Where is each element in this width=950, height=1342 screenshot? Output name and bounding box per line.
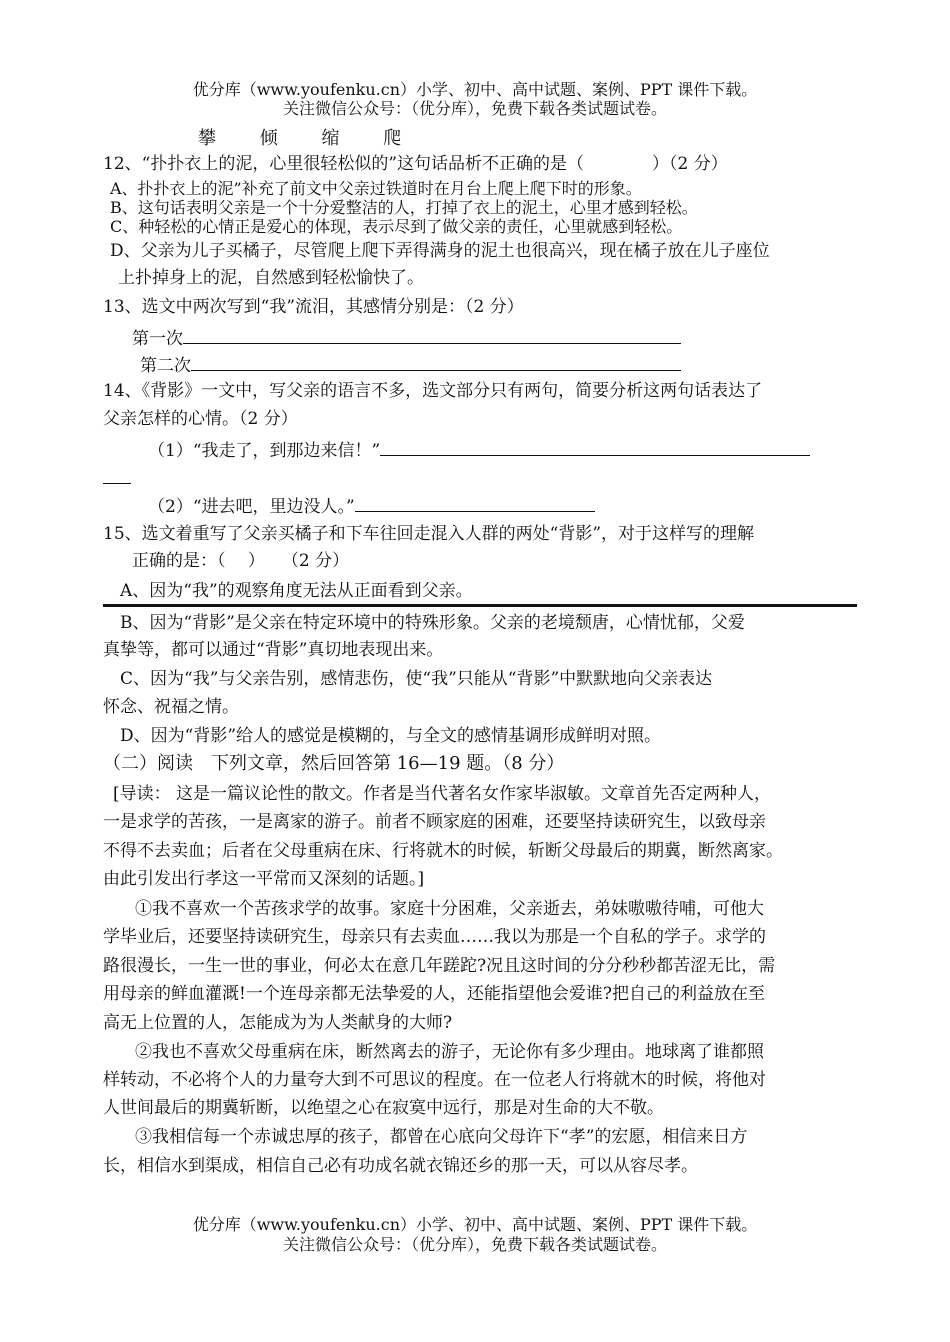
paragraph-1-line: ①我不喜欢一个苦孩求学的故事。家庭十分困难，父亲逝去，弟妹嗷嗷待哺，可他大 <box>135 899 764 919</box>
q13-stem: 13、选文中两次写到“我”流泪，其感情分别是：（2 分） <box>103 297 524 317</box>
divider-rule <box>103 604 857 607</box>
q15-stem-line2: 正确的是：（ ） （2 分） <box>132 551 350 571</box>
q12-stem: 12、“扑扑衣上的泥，心里很轻松似的”这句话品析不正确的是（ ）（2 分） <box>103 154 728 174</box>
q12-option-b: B、这句话表明父亲是一个十分爱整洁的人，打掉了衣上的泥土，心里才感到轻松。 <box>110 198 698 217</box>
q12-option-d-line2: 上扑掉身上的泥，自然感到轻松愉快了。 <box>118 268 424 288</box>
q13-first-row <box>132 325 681 350</box>
q15-option-b-line2: 真挚等，都可以通过“背影”真切地表现出来。 <box>103 640 444 660</box>
q15-option-c-line2: 怀念、祝福之情。 <box>103 697 239 717</box>
q14-sentence-2-row <box>148 493 595 518</box>
paragraph-2-line: ②我也不喜欢父母重病在床，断然离去的游子，无论你有多少理由。地球离了谁都照 <box>135 1042 764 1062</box>
vocab-word: 攀 <box>198 128 216 149</box>
paragraph-3-line: ③我相信每一个赤诚忠厚的孩子，都曾在心底向父母许下“孝”的宏愿，相信来日方 <box>135 1127 748 1147</box>
section2-title: （二）阅读 下列文章，然后回答第 16—19 题。（8 分） <box>103 753 565 774</box>
vocab-word: 倾 <box>259 128 278 149</box>
paragraph-2-line: 样转动，不必将个人的力量夸大到不可思议的程度。在一位老人行将就木的时候，将他对 <box>103 1070 766 1090</box>
vocab-word: 缩 <box>321 128 340 149</box>
q14-answer-1-blank-continued[interactable] <box>103 483 131 484</box>
paragraph-1-line: 路很漫长，一生一世的事业，何必太在意几年蹉跎?况且这时间的分分秒秒都苦涩无比，需 <box>103 956 776 976</box>
q14-answer-1-blank[interactable] <box>380 437 810 456</box>
intro-line: 不得不去卖血；后者在父母重病在床、行将就木的时候，斩断父母最后的期冀，断然离家。 <box>103 841 783 861</box>
q15-stem-line1: 15、选文着重写了父亲买橘子和下车往回走混入人群的两处“背影”，对于这样写的理解 <box>103 524 755 544</box>
q14-sentence-1-row <box>148 437 810 462</box>
intro-line: 由此引发出行孝这一平常而又深刻的话题。] <box>103 869 425 889</box>
footer-line-2: 关注微信公众号：（优分库），免费下载各类试题试卷。 <box>282 1235 667 1254</box>
q14-sentence-1: （1）“我走了，到那边来信！” <box>148 441 381 461</box>
q14-answer-2-blank[interactable] <box>355 493 595 512</box>
q15-option-a: A、因为“我”的观察角度无法从正面看到父亲。 <box>120 581 473 601</box>
q14-stem-line1: 14、《背影》一文中，写父亲的语言不多，选文部分只有两句，简要分析这两句话表达了 <box>103 381 763 401</box>
q14-stem-line2: 父亲怎样的心情。（2 分） <box>103 409 298 429</box>
q13-second-label: 第二次 <box>140 356 191 376</box>
header-line-1: 优分库（www.youfenku.cn）小学、初中、高中试题、案例、PPT 课件下载。 <box>192 80 758 99</box>
footer-line-1: 优分库（www.youfenku.cn）小学、初中、高中试题、案例、PPT 课件下载。 <box>192 1215 758 1234</box>
paragraph-2-line: 人世间最后的期冀斩断，以绝望之心在寂寞中远行，那是对生命的大不敬。 <box>103 1098 664 1118</box>
q15-option-c-line1: C、因为“我”与父亲告别，感情悲伤，使“我”只能从“背影”中默默地向父亲表达 <box>120 669 713 689</box>
paragraph-3-line: 长，相信水到渠成，相信自己必有功成名就衣锦还乡的那一天，可以从容尽孝。 <box>103 1156 698 1176</box>
q15-option-d: D、因为“背影”给人的感觉是模糊的，与全文的感情基调形成鲜明对照。 <box>120 726 662 746</box>
q12-option-d-line1: D、父亲为儿子买橘子，尽管爬上爬下弄得满身的泥土也很高兴，现在橘子放在儿子座位 <box>110 241 770 261</box>
q15-option-b-line1: B、因为“背影”是父亲在特定环境中的特殊形象。父亲的老境颓唐，心情忧郁，父爱 <box>120 613 745 633</box>
intro-line: 一是求学的苦孩，一是离家的游子。前者不顾家庭的困难，还要坚持读研究生，以致母亲 <box>103 812 766 832</box>
q14-sentence-2: （2）“进去吧，里边没人。” <box>148 497 355 517</box>
q13-second-row <box>140 352 681 377</box>
paragraph-1-line: 高无上位置的人，怎能成为为人类献身的大师? <box>103 1013 453 1033</box>
paragraph-1-line: 用母亲的鲜血灌溉!一个连母亲都无法挚爱的人，还能指望他会爱谁?把自己的利益放在至 <box>103 984 765 1004</box>
paragraph-1-line: 学毕业后，还要坚持读研究生，母亲只有去卖血……我以为那是一个自私的学子。求学的 <box>103 927 766 947</box>
vocab-word: 爬 <box>383 128 402 149</box>
q13-first-label: 第一次 <box>132 329 183 349</box>
intro-line: [导读： 这是一篇议论性的散文。作者是当代著名女作家毕淑敏。文章首先否定两种人， <box>113 784 772 804</box>
q12-option-c: C、种轻松的心情正是爱心的体现，表示尽到了做父亲的责任，心里就感到轻松。 <box>110 217 683 236</box>
vocab-words <box>198 128 439 150</box>
header-line-2: 关注微信公众号：（优分库），免费下载各类试题试卷。 <box>282 99 667 118</box>
q12-option-a: A、扑扑衣上的泥”补充了前文中父亲过铁道时在月台上爬上爬下时的形象。 <box>110 179 642 198</box>
q13-second-blank[interactable] <box>191 352 681 371</box>
q13-first-blank[interactable] <box>183 325 681 344</box>
